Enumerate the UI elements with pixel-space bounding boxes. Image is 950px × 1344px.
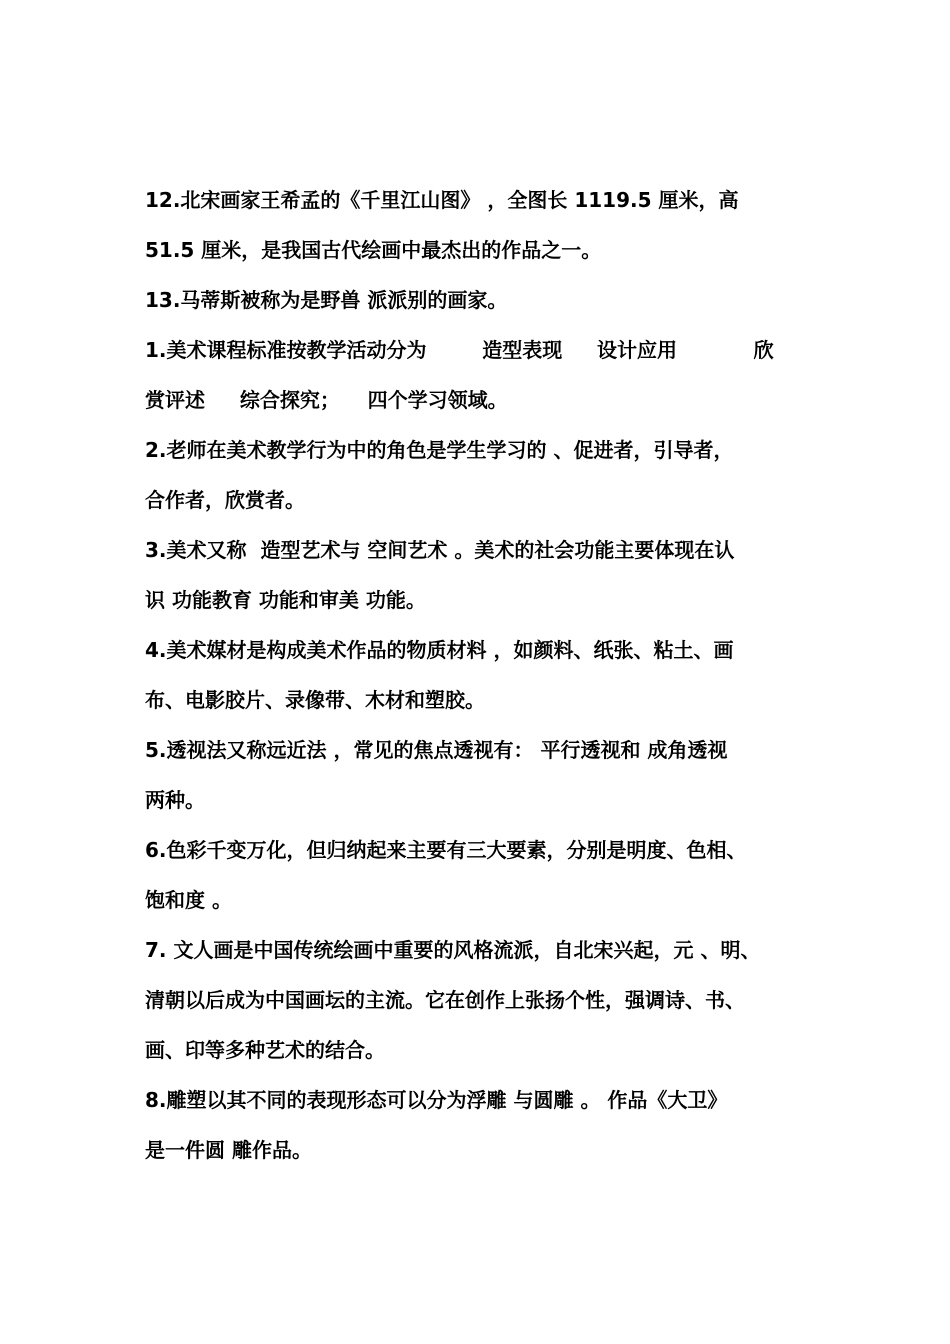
answer-3-line-1: 3.美术又称 造型艺术与 空间艺术 。美术的社会功能主要体现在认	[145, 538, 735, 562]
answer-1-line-2: 赏评述 综合探究； 四个学习领域。	[145, 388, 508, 412]
answer-7-line-2: 清朝以后成为中国画坛的主流。它在创作上张扬个性，强调诗、书、	[145, 988, 745, 1012]
answer-2-line-2: 合作者，欣赏者。	[145, 488, 305, 512]
answer-5-line-1: 5.透视法又称远近法 ，常见的焦点透视有： 平行透视和 成角透视	[145, 738, 728, 762]
answer-8-line-2: 是一件圆 雕作品。	[145, 1138, 312, 1162]
answer-2-line-1: 2.老师在美术教学行为中的角色是学生学习的 、促进者，引导者，	[145, 438, 734, 462]
answer-6-line-1: 6.色彩千变万化，但归纳起来主要有三大要素，分别是明度、色相、	[145, 838, 747, 862]
answer-3-line-2: 识 功能教育 功能和审美 功能。	[145, 588, 426, 612]
answer-7-line-1: 7. 文人画是中国传统绘画中重要的风格流派，自北宋兴起，元 、明、	[145, 938, 761, 962]
answer-1-line-1: 1.美术课程标准按教学活动分为 造型表现 设计应用 欣	[145, 338, 774, 362]
answer-7-line-3: 画、印等多种艺术的结合。	[145, 1038, 385, 1062]
answer-5-line-2: 两种。	[145, 788, 205, 812]
answer-8-line-1: 8.雕塑以其不同的表现形态可以分为浮雕 与圆雕 。 作品《大卫》	[145, 1088, 728, 1112]
answer-6-line-2: 饱和度 。	[145, 888, 232, 912]
answer-4-line-2: 布、电影胶片、录像带、木材和塑胶。	[145, 688, 485, 712]
question-13-line: 13.马蒂斯被称为是野兽 派派别的画家。	[145, 288, 508, 312]
question-12-line-1: 12.北宋画家王希孟的《千里江山图》 ，全图长 1119.5 厘米，高	[145, 188, 739, 212]
question-12-line-2: 51.5 厘米，是我国古代绘画中最杰出的作品之一。	[145, 238, 602, 262]
answer-4-line-1: 4.美术媒材是构成美术作品的物质材料 ，如颜料、纸张、粘土、画	[145, 638, 734, 662]
question-11-line	[145, 133, 825, 167]
